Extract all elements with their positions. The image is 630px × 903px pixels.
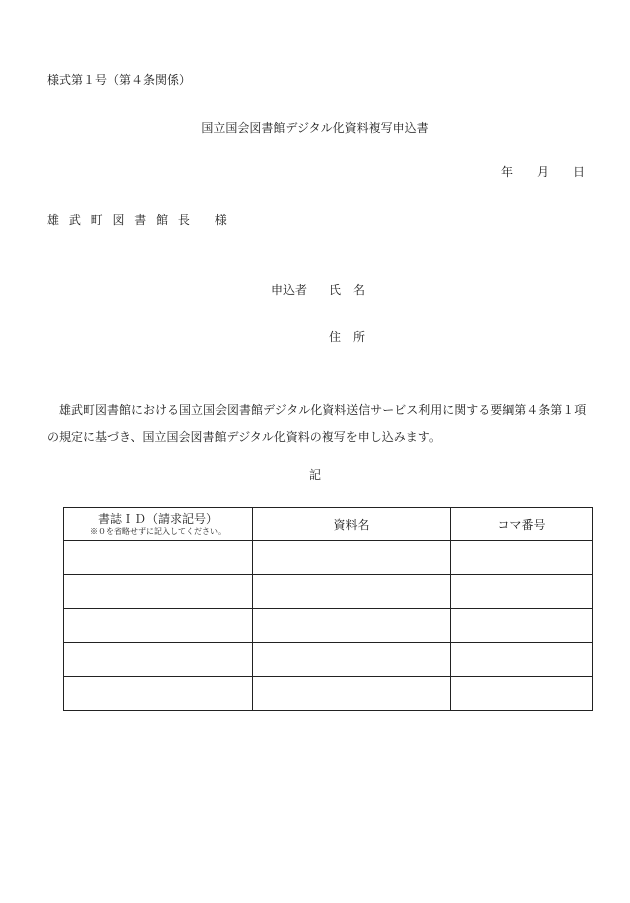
- table-row: [64, 677, 593, 711]
- frame-number-cell[interactable]: [451, 677, 593, 711]
- date-month-label: 月: [537, 165, 550, 179]
- table-header-row: [64, 508, 593, 541]
- header-bib-id: [64, 508, 253, 541]
- bib-id-cell[interactable]: [64, 609, 253, 643]
- table-row: [64, 541, 593, 575]
- header-bib-id-note: ※０を省略せずに記入してください。: [90, 526, 226, 536]
- title-cell[interactable]: [253, 575, 451, 609]
- date-year-label: 年: [501, 165, 514, 179]
- bib-id-cell[interactable]: [64, 541, 253, 575]
- ki-heading: 記: [308, 468, 321, 482]
- frame-number-cell[interactable]: [451, 541, 593, 575]
- form-number: 様式第１号（第４条関係）: [47, 73, 192, 87]
- frame-number-cell[interactable]: [451, 609, 593, 643]
- header-frame-number: コマ番号: [451, 508, 593, 541]
- frame-number-cell[interactable]: [451, 575, 593, 609]
- title-cell[interactable]: [253, 541, 451, 575]
- title-cell[interactable]: [253, 609, 451, 643]
- applicant-label: 申込者: [271, 283, 308, 297]
- applicant-name-row: [271, 281, 365, 298]
- table-row: [64, 609, 593, 643]
- header-bib-id-label: 書誌ＩＤ（請求記号）: [97, 511, 218, 526]
- request-table: [63, 507, 593, 711]
- bib-id-cell[interactable]: [64, 643, 253, 677]
- bib-id-cell[interactable]: [64, 677, 253, 711]
- frame-number-cell[interactable]: [451, 643, 593, 677]
- header-title: 資料名: [253, 508, 451, 541]
- name-label: 氏 名: [329, 283, 366, 297]
- table-row: [64, 643, 593, 677]
- body-text: 雄武町図書館における国立国会図書館デジタル化資料送信サービス利用に関する要綱第４条第１項の規定に基づき、国立国会図書館デジタル化資料の複写を申し込みます。: [47, 403, 587, 444]
- bib-id-cell[interactable]: [64, 575, 253, 609]
- addressee: 雄 武 町 図 書 館 長 様: [47, 213, 230, 227]
- title-cell[interactable]: [253, 643, 451, 677]
- document-title: 国立国会図書館デジタル化資料複写申込書: [201, 121, 429, 135]
- date-line: [501, 163, 585, 180]
- address-label: 住 所: [329, 330, 366, 344]
- date-day-label: 日: [573, 165, 586, 179]
- table-row: [64, 575, 593, 609]
- title-cell[interactable]: [253, 677, 451, 711]
